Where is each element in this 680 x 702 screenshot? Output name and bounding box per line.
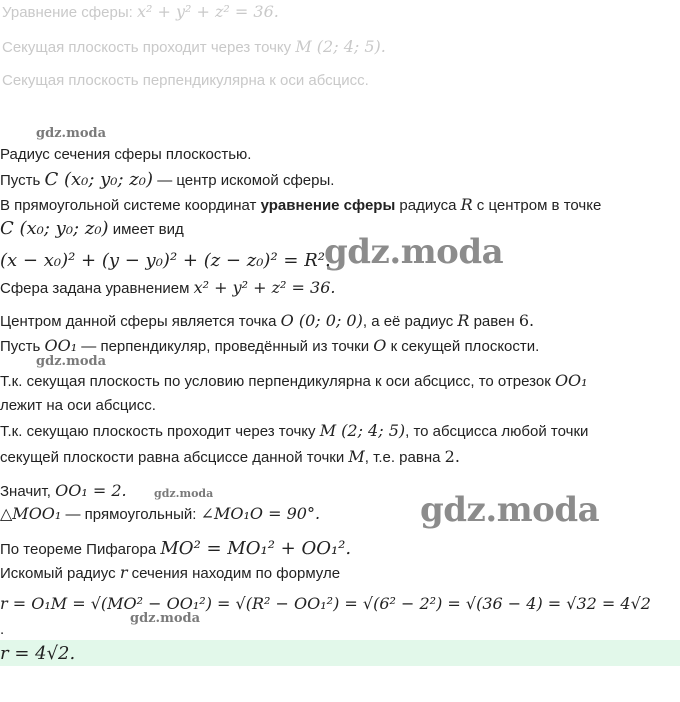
solution-line bbox=[0, 620, 4, 640]
point-m: M (2; 4; 5). bbox=[295, 37, 386, 56]
text: секущей плоскости равна абсциссе данной точки bbox=[0, 449, 349, 466]
math: OO₁ = 2. bbox=[55, 481, 127, 500]
text: — перпендикуляр, проведённый из точки bbox=[77, 338, 374, 355]
sphere-equation: x² + y² + z² = 36. bbox=[136, 2, 279, 21]
math: 6. bbox=[518, 311, 535, 330]
answer-highlight bbox=[0, 640, 680, 666]
solution-line bbox=[0, 170, 334, 191]
math: M bbox=[348, 447, 365, 466]
problem-line-3 bbox=[2, 71, 369, 91]
math: R bbox=[457, 311, 470, 330]
problem-line-2 bbox=[2, 37, 386, 58]
solution-line bbox=[0, 504, 320, 525]
text: Пусть bbox=[0, 172, 45, 189]
text: Значит, bbox=[0, 483, 56, 500]
text: с центром в точке bbox=[472, 197, 602, 214]
answer-line bbox=[0, 644, 75, 665]
math: O bbox=[373, 336, 387, 355]
text: — центр искомой сферы. bbox=[153, 172, 335, 189]
watermark: gdz.moda bbox=[36, 354, 107, 369]
math: OO₁ bbox=[44, 336, 78, 355]
problem-label: Уравнение сферы: bbox=[2, 4, 137, 21]
text: к секущей плоскости. bbox=[386, 338, 540, 355]
text: имеет вид bbox=[108, 221, 184, 238]
text: лежит на оси абсцисс. bbox=[0, 397, 156, 414]
watermark: gdz.moda bbox=[36, 126, 107, 141]
text: Т.к. секущаю плоскость проходит через точку bbox=[0, 423, 320, 440]
solution-line bbox=[0, 421, 588, 442]
math: x² + y² + z² = 36. bbox=[193, 278, 336, 297]
math: ∠MO₁O = 90°. bbox=[200, 504, 321, 523]
radius-formula: r = O₁M = √(MO² − OO₁²) = √(R² − OO₁²) = √(6² − 2²) = √(36 − 4) = √32 = 4√2 bbox=[0, 594, 651, 613]
solution-title bbox=[0, 145, 251, 165]
problem-line-1 bbox=[2, 2, 279, 23]
bold-term: уравнение сферы bbox=[260, 197, 396, 214]
text: сечения находим по формуле bbox=[127, 565, 341, 582]
text: Центром данной сферы является точка bbox=[0, 313, 281, 330]
problem-label: Секущая плоскость проходит через точку bbox=[2, 39, 296, 56]
text: равен bbox=[469, 313, 519, 330]
text: , то абсцисса любой точки bbox=[405, 423, 589, 440]
solution-line bbox=[0, 539, 351, 560]
math: (x − x₀)² + (y − y₀)² + (z − z₀)² = R². bbox=[0, 250, 331, 271]
solution-line bbox=[0, 447, 460, 468]
solution-line bbox=[0, 563, 340, 584]
text: По теореме Пифагора bbox=[0, 541, 161, 558]
text: радиуса bbox=[395, 197, 461, 214]
watermark-large: gdz.moda bbox=[324, 232, 504, 272]
solution-line bbox=[0, 219, 184, 240]
text: , а её радиус bbox=[362, 313, 458, 330]
math: R bbox=[460, 195, 473, 214]
solution-line bbox=[0, 311, 534, 332]
text: . bbox=[0, 621, 5, 638]
solution-line bbox=[0, 481, 127, 502]
math: r bbox=[119, 563, 128, 582]
math: C (x₀; y₀; z₀) bbox=[0, 218, 109, 239]
answer: r = 4√2. bbox=[0, 643, 76, 664]
solution-line bbox=[0, 371, 588, 392]
text: — прямоугольный: bbox=[61, 506, 201, 523]
math: 2. bbox=[444, 447, 460, 466]
math: C (x₀; y₀; z₀) bbox=[44, 169, 154, 190]
text: Сфера задана уравнением bbox=[0, 280, 194, 297]
text: Пусть bbox=[0, 338, 45, 355]
math: MO² = MO₁² + OO₁². bbox=[160, 538, 352, 559]
solution-line bbox=[0, 195, 601, 216]
watermark: gdz.moda bbox=[130, 611, 201, 626]
text: В прямоугольной системе координат bbox=[0, 197, 261, 214]
solution-line bbox=[0, 336, 539, 357]
math: OO₁ bbox=[554, 371, 588, 390]
text: , т.е. равна bbox=[364, 449, 445, 466]
watermark: gdz.moda bbox=[154, 487, 214, 500]
watermark-large: gdz.moda bbox=[420, 490, 600, 530]
problem-text: Секущая плоскость перпендикулярна к оси абсцисс. bbox=[2, 72, 369, 89]
math: O (0; 0; 0) bbox=[280, 311, 363, 330]
math: △MOO₁ bbox=[0, 504, 62, 523]
text: Т.к. секущая плоскость по условию перпендикулярна к оси абсцисс, то отрезок bbox=[0, 373, 555, 390]
math: M (2; 4; 5) bbox=[319, 421, 406, 440]
solution-line bbox=[0, 278, 336, 299]
title-text: Радиус сечения сферы плоскостью. bbox=[0, 146, 252, 163]
solution-formula bbox=[0, 594, 651, 615]
text: Искомый радиус bbox=[0, 565, 120, 582]
solution-line bbox=[0, 396, 156, 416]
solution-line bbox=[0, 251, 331, 272]
